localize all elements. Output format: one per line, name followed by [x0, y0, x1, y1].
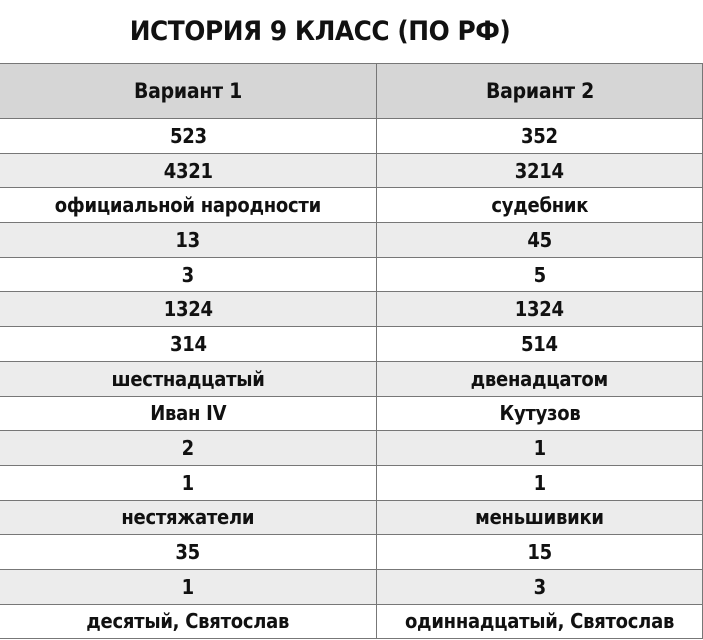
variant-2-answer: 1 [377, 465, 703, 500]
variant-2-answer: 3214 [377, 153, 703, 188]
variant-1-answer: 2 [0, 431, 377, 466]
variant-2-answer: меньшивики [377, 500, 703, 535]
variant-1-answer: 1 [0, 569, 377, 604]
variant-2-answer: 45 [377, 223, 703, 258]
variant-1-answer: Иван IV [0, 396, 377, 431]
table-row [0, 361, 703, 396]
table-row [0, 327, 703, 362]
variant-2-answer: 1 [377, 431, 703, 466]
table-header-row [0, 64, 703, 119]
page-title: ИСТОРИЯ 9 КЛАСС (ПО РФ) [129, 16, 511, 47]
table-row [0, 257, 703, 292]
table-row [0, 604, 703, 639]
variant-2-answer: 5 [377, 257, 703, 292]
table-row [0, 396, 703, 431]
table-row [0, 465, 703, 500]
table-row [0, 188, 703, 223]
variant-2-answer: Кутузов [377, 396, 703, 431]
table-row [0, 431, 703, 466]
variant-1-answer: десятый, Святослав [0, 604, 377, 639]
variant-2-answer: 1324 [377, 292, 703, 327]
variant-2-answer: 514 [377, 327, 703, 362]
variant-2-answer: судебник [377, 188, 703, 223]
variant-2-answer: 15 [377, 535, 703, 570]
table-row [0, 500, 703, 535]
column-header-variant-1: Вариант 1 [0, 64, 377, 119]
table-row [0, 569, 703, 604]
table-body [0, 119, 703, 639]
answers-table [0, 63, 703, 639]
variant-1-answer: 523 [0, 119, 377, 154]
variant-1-answer: 314 [0, 327, 377, 362]
table-row [0, 119, 703, 154]
variant-1-answer: нестяжатели [0, 500, 377, 535]
table-row [0, 292, 703, 327]
variant-1-answer: официальной народности [0, 188, 377, 223]
table-row [0, 153, 703, 188]
variant-1-answer: 13 [0, 223, 377, 258]
variant-1-answer: 4321 [0, 153, 377, 188]
variant-2-answer: двенадцатом [377, 361, 703, 396]
variant-2-answer: 3 [377, 569, 703, 604]
variant-1-answer: 1 [0, 465, 377, 500]
variant-2-answer: 352 [377, 119, 703, 154]
table-row [0, 535, 703, 570]
variant-2-answer: одиннадцатый, Святослав [377, 604, 703, 639]
variant-1-answer: шестнадцатый [0, 361, 377, 396]
table-row [0, 223, 703, 258]
variant-1-answer: 35 [0, 535, 377, 570]
variant-1-answer: 3 [0, 257, 377, 292]
variant-1-answer: 1324 [0, 292, 377, 327]
column-header-variant-2: Вариант 2 [377, 64, 703, 119]
